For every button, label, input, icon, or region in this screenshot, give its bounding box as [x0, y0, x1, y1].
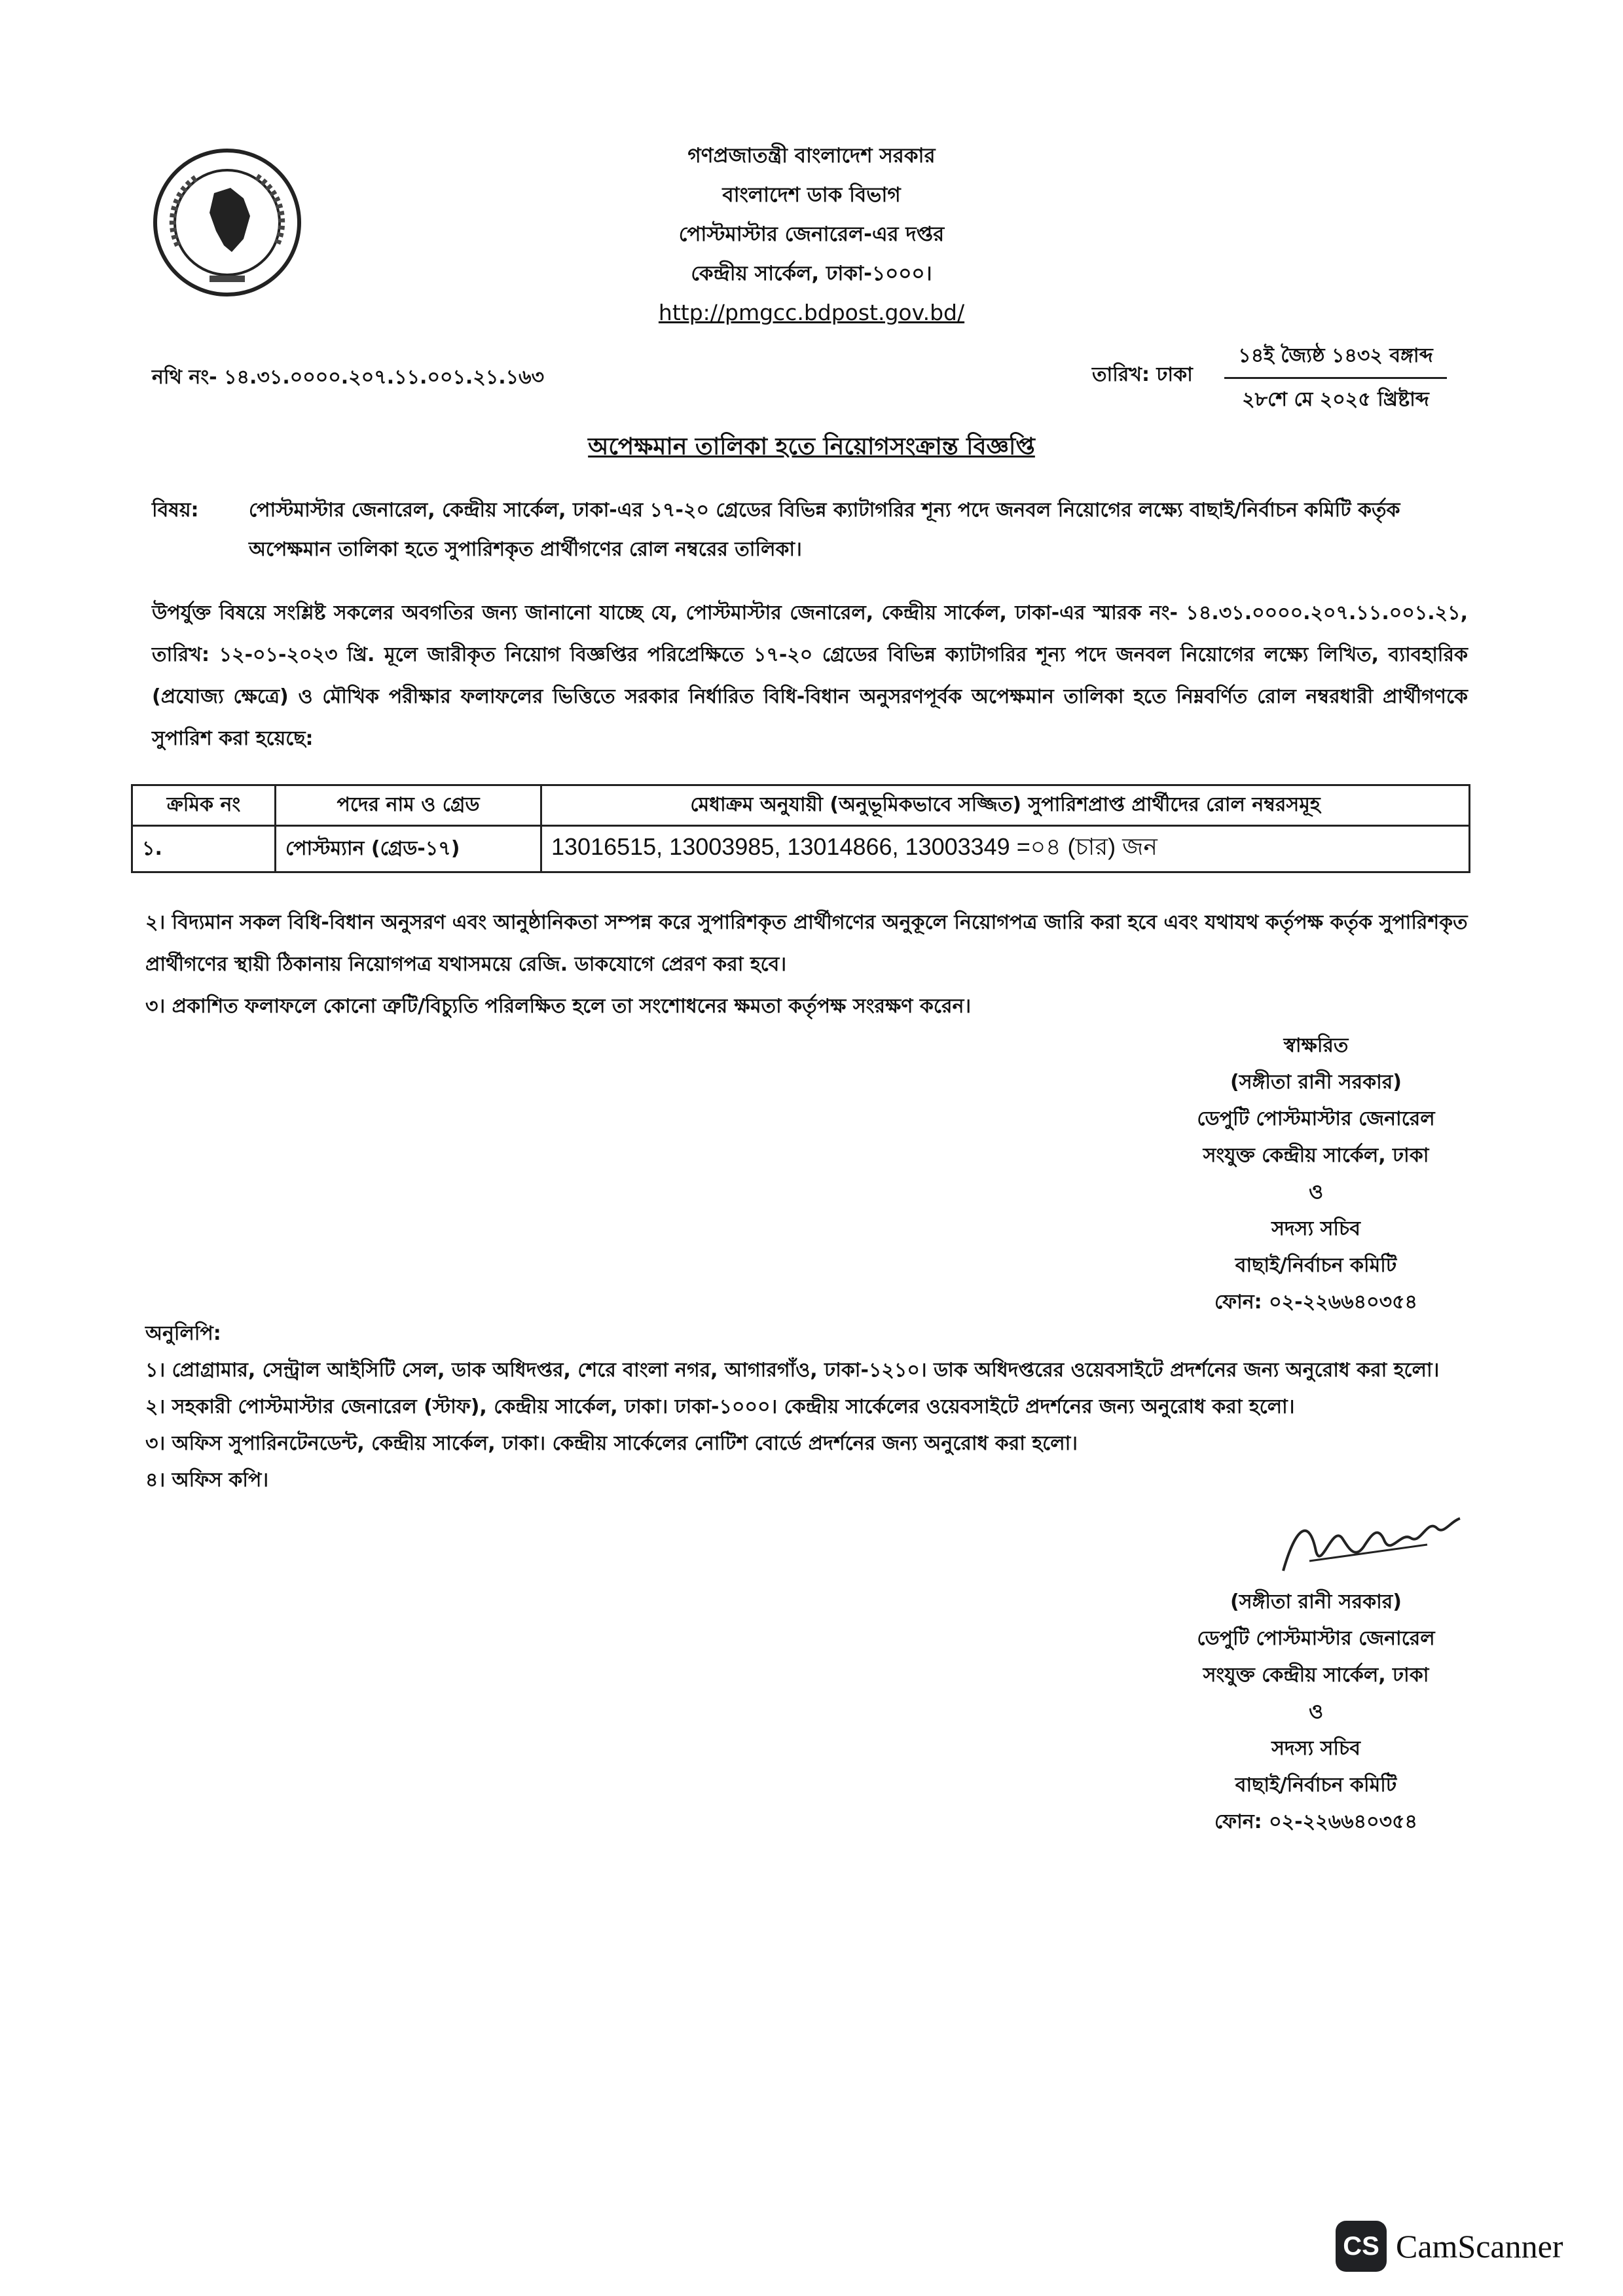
- header-post: পদের নাম ও গ্রেড: [276, 785, 541, 826]
- date-bangla: ১৪ই জ্যৈষ্ঠ ১৪৩২ বঙ্গাব্দ: [1224, 335, 1447, 379]
- signatory-and: ও: [1308, 1181, 1324, 1204]
- subject-label: বিষয়:: [152, 499, 199, 522]
- signed-label: স্বাক্ষরিত: [1283, 1034, 1349, 1057]
- handwritten-signature-icon: [1270, 1499, 1467, 1584]
- list-item: ৩। অফিস সুপারিনটেনডেন্ট, কেন্দ্রীয় সার্কেল, ঢাকা। কেন্দ্রীয় সার্কেলের নোটিশ বোর্ডে প্রদর্শনের জন্য অনুরোধ করা হলো।: [145, 1432, 1078, 1455]
- date-block: [1224, 335, 1447, 421]
- signatory-and: ও: [1308, 1700, 1324, 1723]
- signatory-name: (সঙ্গীতা রানী সরকার): [1230, 1590, 1402, 1613]
- signatory-designation: ডেপুটি পোস্টমাস্টার জেনারেল: [1197, 1107, 1435, 1130]
- subject-text: পোস্টমাস্টার জেনারেল, কেন্দ্রীয় সার্কেল, ঢাকা-এর ১৭-২০ গ্রেডের বিভিন্ন ক্যাটাগরির শূন্য পদে জনবল নিয়োগের লক্ষ্যে বাছাই/নির্বাচন কমিটি কর্তৃক অপেক্ষমান তালিকা হতে সুপারিশকৃত প্রার্থীগণের রোল নম্বরের তালিকা।: [249, 499, 1400, 561]
- signatory-office: সংযুক্ত কেন্দ্রীয় সার্কেল, ঢাকা: [1203, 1144, 1429, 1167]
- list-item: ৪। অফিস কপি।: [145, 1469, 269, 1492]
- header-rolls: মেধাক্রম অনুযায়ী (অনুভূমিকভাবে সজ্জিত) সুপারিশপ্রাপ্ত প্রার্থীদের রোল নম্বরসমূহ: [541, 785, 1470, 826]
- copy-label: অনুলিপি:: [145, 1322, 221, 1345]
- department-name: বাংলাদেশ ডাক বিভাগ: [722, 183, 901, 207]
- cell-post: পোস্টম্যান (গ্রেড-১৭): [276, 826, 541, 872]
- signatory-committee: বাছাই/নির্বাচন কমিটি: [1235, 1774, 1397, 1797]
- notice-points: [145, 902, 1468, 1028]
- cell-serial: ১.: [132, 826, 276, 872]
- signatory-phone: ফোন: ০২-২২৬৬৪০৩৫৪: [1214, 1291, 1418, 1314]
- date-label: তারিখ: ঢাকা: [1092, 363, 1193, 386]
- office-name: পোস্টমাস্টার জেনারেল-এর দপ্তর: [678, 223, 945, 246]
- copy-list: [145, 1316, 1474, 1499]
- camscanner-logo-icon: CS: [1336, 2221, 1387, 2272]
- camscanner-name: CamScanner: [1396, 2228, 1563, 2265]
- signatory-designation: ডেপুটি পোস্টমাস্টার জেনারেল: [1197, 1627, 1435, 1650]
- signatory-phone: ফোন: ০২-২২৬৬৪০৩৫৪: [1214, 1810, 1418, 1833]
- office-address: কেন্দ্রীয় সার্কেল, ঢাকা-১০০০।: [691, 262, 932, 285]
- point-2: ২। বিদ্যমান সকল বিধি-বিধান অনুসরণ এবং আনুষ্ঠানিকতা সম্পন্ন করে সুপারিশকৃত প্রার্থীগণের অনুকূলে নিয়োগপত্র জারি করা হবে এবং যথাযথ কর্তৃপক্ষ কর্তৃক সুপারিশকৃত প্রার্থীগণের স্থায়ী ঠিকানায় নিয়োগপত্র যথাসময়ে রেজি. ডাকযোগে প্রেরণ করা হবে।: [145, 911, 1468, 976]
- signatory-role: সদস্য সচিব: [1271, 1217, 1360, 1240]
- signatory-role: সদস্য সচিব: [1271, 1737, 1360, 1760]
- date-english: ২৮শে মে ২০২৫ খ্রিষ্টাব্দ: [1242, 388, 1429, 411]
- memo-number: নথি নং- ১৪.৩১.০০০০.২০৭.১১.০০১.২১.১৬৩: [152, 366, 545, 389]
- govt-name: গণপ্রজাতন্ত্রী বাংলাদেশ সরকার: [687, 144, 936, 168]
- signatory-office: সংযুক্ত কেন্দ্রীয় সার্কেল, ঢাকা: [1203, 1664, 1429, 1687]
- website-link[interactable]: http://pmgcc.bdpost.gov.bd/: [658, 300, 965, 325]
- table-row: [132, 826, 1470, 872]
- notice-title: অপেক্ষমান তালিকা হতে নিয়োগসংক্রান্ত বিজ্ঞপ্তি: [588, 433, 1035, 460]
- list-item: ২। সহকারী পোস্টমাস্টার জেনারেল (স্টাফ), কেন্দ্রীয় সার্কেল, ঢাকা। ঢাকা-১০০০। কেন্দ্রীয় সার্কেলের ওয়েবসাইটে প্রদর্শনের জন্য অনুরোধ করা হলো।: [145, 1395, 1295, 1418]
- letterhead: [0, 136, 1623, 332]
- body-paragraph: উপর্যুক্ত বিষয়ে সংশ্লিষ্ট সকলের অবগতির জন্য জানানো যাচ্ছে যে, পোস্টমাস্টার জেনারেল, কেন্দ্রীয় সার্কেল, ঢাকা-এর স্মারক নং- ১৪.৩১.০০০০.২০৭.১১.০০১.২১, তারিখ: ১২-০১-২০২৩ খ্রি. মূলে জারীকৃত নিয়োগ বিজ্ঞপ্তির পরিপ্রেক্ষিতে ১৭-২০ গ্রেডের বিভিন্ন ক্যাটাগরির শূন্য পদে জনবল নিয়োগের লক্ষ্যে লিখিত, ব্যাবহারিক (প্রযোজ্য ক্ষেত্রে) ও মৌখিক পরীক্ষার ফলাফলের ভিত্তিতে সরকার নির্ধারিত বিধি-বিধান অনুসরণপূর্বক অপেক্ষমান তালিকা হতে নিম্নবর্ণিত রোল নম্বরধারী প্রার্থীগণকে সুপারিশ করা হয়েছে:: [152, 601, 1468, 750]
- signatory-committee: বাছাই/নির্বাচন কমিটি: [1235, 1254, 1397, 1277]
- list-item: ১। প্রোগ্রামার, সেন্ট্রাল আইসিটি সেল, ডাক অধিদপ্তর, শেরে বাংলা নগর, আগারগাঁও, ঢাকা-১২১০। ডাক অধিদপ্তরের ওয়েবসাইটে প্রদর্শনের জন্য অনুরোধ করা হলো।: [145, 1359, 1440, 1382]
- cell-rolls: 13016515, 13003985, 13014866, 13003349 =০৪ (চার) জন: [541, 826, 1470, 872]
- header-serial: ক্রমিক নং: [132, 785, 276, 826]
- camscanner-watermark: [1336, 2221, 1623, 2280]
- signatory-block-2: [1139, 1584, 1493, 1840]
- signatory-block-1: [1139, 1028, 1493, 1321]
- signatory-name: (সঙ্গীতা রানী সরকার): [1230, 1071, 1402, 1094]
- table-header-row: [132, 785, 1470, 826]
- point-3: ৩। প্রকাশিত ফলাফলে কোনো ত্রুটি/বিচ্যুতি পরিলক্ষিত হলে তা সংশোধনের ক্ষমতা কর্তৃপক্ষ সংরক্ষণ করেন।: [145, 995, 972, 1018]
- roll-number-table: [131, 784, 1470, 873]
